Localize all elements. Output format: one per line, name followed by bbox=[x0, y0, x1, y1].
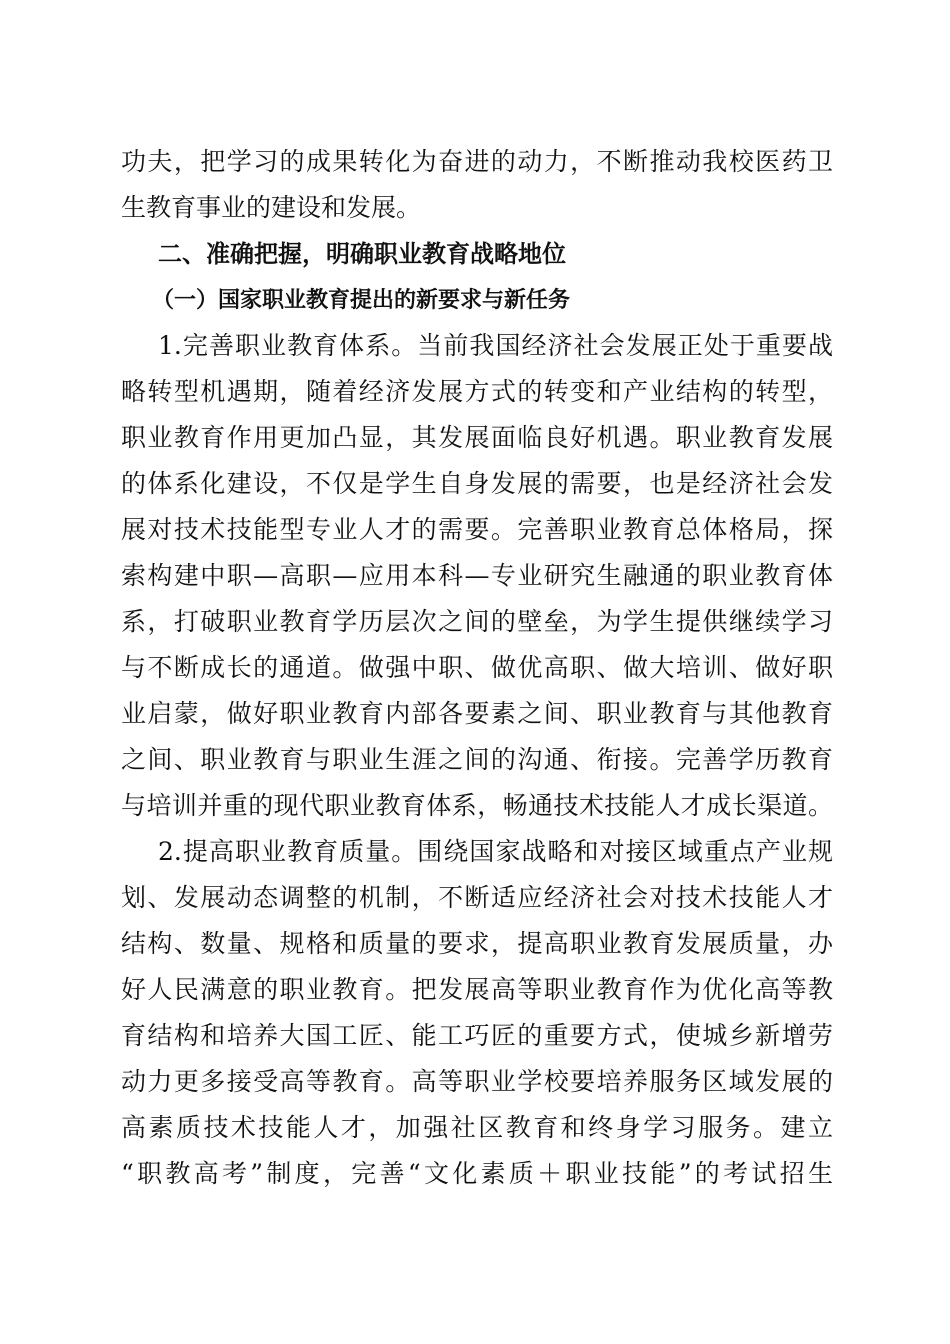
para2-line-1: 2.提高职业教育质量。围绕国家战略和对接区域重点产业规 bbox=[158, 837, 833, 866]
para2-line-3: 结构、数量、规格和质量的要求，提高职业教育发展质量，办 bbox=[121, 929, 833, 958]
para2-line-4: 好人民满意的职业教育。把发展高等职业教育作为优化高等教 bbox=[121, 975, 833, 1004]
para1-line-10: 之间、职业教育与职业生涯之间的沟通、衔接。完善学历教育 bbox=[121, 745, 833, 774]
para1-line-7: 系，打破职业教育学历层次之间的壁垒，为学生提供继续学习 bbox=[121, 607, 833, 636]
para1-line-5: 展对技术技能型专业人才的需要。完善职业教育总体格局，探 bbox=[121, 515, 833, 544]
intro-line-2: 生教育事业的建设和发展。 bbox=[121, 193, 422, 222]
para1-line-4: 的体系化建设，不仅是学生自身发展的需要，也是经济社会发 bbox=[121, 469, 833, 498]
section-heading: 二、准确把握，明确职业教育战略地位 bbox=[158, 240, 566, 268]
para1-line-6: 索构建中职—高职—应用本科—专业研究生融通的职业教育体 bbox=[121, 561, 833, 590]
para1-line-9: 业启蒙，做好职业教育内部各要素之间、职业教育与其他教育 bbox=[121, 699, 833, 728]
para2-line-8: “职教高考”制度，完善“文化素质＋职业技能”的考试招生 bbox=[121, 1159, 833, 1188]
para2-line-5: 育结构和培养大国工匠、能工巧匠的重要方式，使城乡新增劳 bbox=[121, 1021, 833, 1050]
para1-line-11: 与培训并重的现代职业教育体系，畅通技术技能人才成长渠道。 bbox=[121, 791, 833, 820]
intro-line-1: 功夫，把学习的成果转化为奋进的动力，不断推动我校医药卫 bbox=[121, 147, 833, 176]
para2-line-7: 高素质技术技能人才，加强社区教育和终身学习服务。建立 bbox=[121, 1113, 833, 1142]
subsection-heading: （一）国家职业教育提出的新要求与新任务 bbox=[152, 287, 571, 313]
para1-line-2: 略转型机遇期，随着经济发展方式的转变和产业结构的转型， bbox=[121, 377, 833, 406]
para1-line-8: 与不断成长的通道。做强中职、做优高职、做大培训、做好职 bbox=[121, 653, 833, 682]
para1-line-1: 1.完善职业教育体系。当前我国经济社会发展正处于重要战 bbox=[158, 331, 833, 360]
para1-line-3: 职业教育作用更加凸显，其发展面临良好机遇。职业教育发展 bbox=[121, 423, 833, 452]
para2-line-6: 动力更多接受高等教育。高等职业学校要培养服务区域发展的 bbox=[121, 1067, 833, 1096]
para2-line-2: 划、发展动态调整的机制，不断适应经济社会对技术技能人才 bbox=[121, 883, 833, 912]
